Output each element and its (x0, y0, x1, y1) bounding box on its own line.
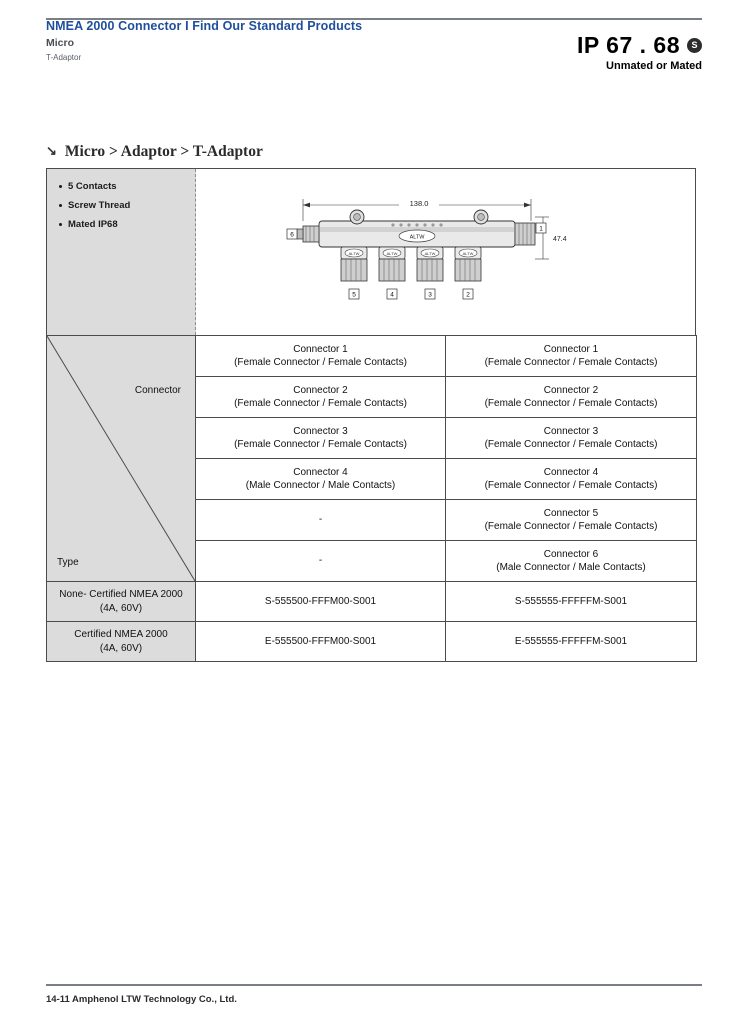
product-table (46, 168, 696, 662)
svg-text:ALTW: ALTW (386, 251, 397, 256)
connector-name: Connector 1 (543, 343, 599, 355)
table-row (47, 582, 697, 622)
svg-text:ALTW: ALTW (462, 251, 473, 256)
connector-name: - (318, 555, 323, 567)
svg-text:138.0: 138.0 (409, 199, 428, 208)
table-cell (196, 459, 446, 500)
connector-desc: (Male Connector / Male Contacts) (496, 562, 646, 573)
table-cell (446, 377, 697, 418)
part-row-title: None- Certified NMEA 2000 (59, 589, 183, 600)
footer-divider (46, 984, 702, 986)
breadcrumb-arrow-icon: ↘ (46, 143, 57, 158)
connector-name: Connector 3 (293, 425, 348, 437)
connector-name: Connector 2 (543, 384, 599, 396)
header-subtitle: Micro (46, 37, 75, 49)
table-cell (446, 541, 697, 582)
table-cell (196, 418, 446, 459)
diagonal-divider (47, 336, 195, 581)
connector-name: Connector 4 (293, 466, 348, 478)
table-row (47, 336, 697, 377)
feature-item: Screw Thread (59, 200, 185, 211)
breadcrumb (46, 143, 263, 161)
connector-name: Connector 4 (543, 466, 599, 478)
technical-drawing-area (196, 169, 695, 335)
connector-desc: (Male Connector / Male Contacts) (245, 480, 396, 491)
svg-text:4: 4 (389, 291, 394, 299)
type-header-cell (47, 336, 196, 582)
part-row-rating: (4A, 60V) (99, 642, 143, 654)
table-cell (196, 336, 446, 377)
svg-text:1: 1 (538, 225, 543, 233)
svg-text:5: 5 (351, 291, 356, 299)
header-sub-subtitle: T-Adaptor (46, 53, 82, 62)
connector-label: Connector (134, 385, 181, 396)
part-number: S-555500-FFFM00-S001 (196, 582, 446, 622)
table-cell (196, 541, 446, 582)
part-number: E-555555-FFFFFM-S001 (446, 622, 697, 662)
connector-desc: (Female Connector / Female Contacts) (234, 439, 407, 450)
connector-name: Connector 5 (543, 507, 599, 519)
type-label: Type (57, 556, 79, 568)
connector-desc: (Female Connector / Female Contacts) (234, 357, 407, 368)
page-header (0, 0, 748, 74)
table-cell (196, 500, 446, 541)
t-adaptor-drawing (281, 187, 611, 317)
part-row-rating: (4A, 60V) (99, 602, 143, 614)
feature-list (47, 169, 196, 335)
part-row-title: Certified NMEA 2000 (74, 629, 168, 640)
breadcrumb-text: Micro > Adaptor > T-Adaptor (64, 143, 263, 160)
connector-name: Connector 3 (543, 425, 599, 437)
svg-text:ALTW: ALTW (409, 234, 424, 241)
connector-name: Connector 2 (293, 384, 348, 396)
svg-text:2: 2 (465, 291, 470, 299)
table-cell (446, 336, 697, 377)
spec-table (46, 335, 697, 662)
connector-name: Connector 6 (543, 548, 599, 560)
header-title: NMEA 2000 Connector I Find Our Standard Products (46, 19, 363, 33)
table-cell (446, 418, 697, 459)
connector-desc: (Female Connector / Female Contacts) (484, 398, 658, 409)
connector-desc: (Female Connector / Female Contacts) (484, 521, 658, 532)
svg-text:ALTW: ALTW (424, 251, 435, 256)
connector-desc: (Female Connector / Female Contacts) (484, 480, 658, 491)
type-diagonal-cell (47, 336, 195, 581)
svg-text:3: 3 (427, 291, 432, 299)
connector-name: - (318, 514, 323, 526)
part-row-header (47, 582, 196, 622)
ip-rating-caption: Unmated or Mated (606, 60, 702, 72)
table-row (47, 622, 697, 662)
feature-drawing-row (46, 168, 696, 335)
ip-rating-block (577, 34, 702, 72)
part-row-header (47, 622, 196, 662)
svg-text:ALTW: ALTW (348, 251, 359, 256)
connector-name: Connector 1 (293, 343, 348, 355)
t-adaptor-svg (281, 187, 611, 317)
svg-text:47.4: 47.4 (552, 236, 567, 243)
svg-text:6: 6 (289, 231, 294, 239)
part-number: S-555555-FFFFFM-S001 (446, 582, 697, 622)
table-cell (446, 500, 697, 541)
connector-desc: (Female Connector / Female Contacts) (234, 398, 407, 409)
feature-item: 5 Contacts (59, 181, 185, 192)
ip-badge-icon: S (687, 38, 702, 53)
connector-desc: (Female Connector / Female Contacts) (484, 439, 658, 450)
table-cell (196, 377, 446, 418)
footer-text: 14-11 Amphenol LTW Technology Co., Ltd. (46, 994, 237, 1005)
table-cell (446, 459, 697, 500)
part-number: E-555500-FFFM00-S001 (196, 622, 446, 662)
feature-item: Mated IP68 (59, 219, 185, 230)
connector-desc: (Female Connector / Female Contacts) (484, 357, 658, 368)
ip-rating-value: IP 67 . 68 (576, 32, 680, 58)
